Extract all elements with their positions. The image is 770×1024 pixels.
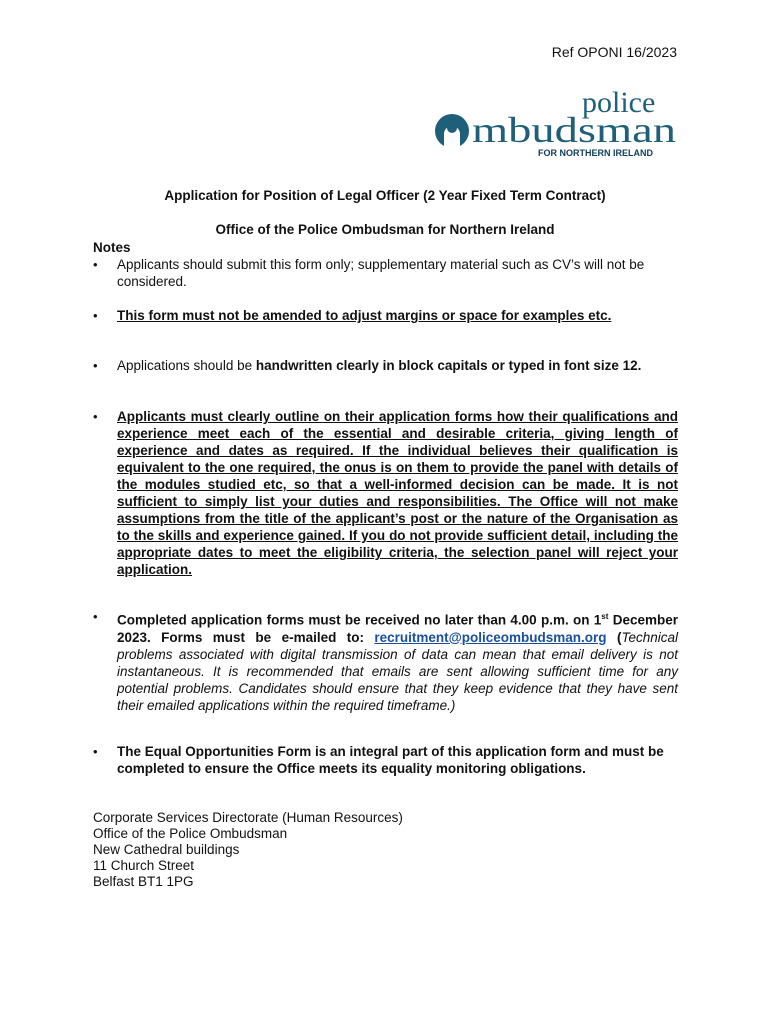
bullet-icon: • [93, 744, 98, 759]
note-item-2 [93, 307, 678, 324]
note-text: The Equal Opportunities Form is an integral part of this application form and must be completed to ensure the Office meets its equality monitoring obligations. [117, 744, 664, 776]
address-line: 11 Church Street [93, 858, 195, 873]
address-line: New Cathedral buildings [93, 842, 240, 857]
note-item-4 [93, 408, 678, 578]
deadline-sup: st [601, 612, 609, 621]
technical-note: Technical problems associated with digital transmission of data can mean that email delivery is not instantaneous. It is recommended that emails are sent allowing sufficient time for any potential problems. Candidates should ensure that they keep evidence that they have sent their emailed applications within the required timeframe.) [117, 629, 678, 713]
address-line: Belfast BT1 1PG [93, 874, 194, 889]
note-text: Applicants should submit this form only; supplementary material such as CV’s will not be considered. [117, 257, 645, 289]
note-text [117, 357, 678, 374]
note-item-3 [93, 357, 678, 374]
logo-text-police: police [582, 86, 656, 119]
bullet-icon: • [93, 409, 98, 424]
note-text-normal: Applications should be [117, 358, 256, 373]
note-item-1 [93, 256, 678, 290]
bullet-icon: • [93, 257, 98, 272]
logo-o-emblem-icon [435, 114, 469, 148]
postal-address [93, 810, 403, 890]
police-ombudsman-logo [432, 86, 680, 158]
note-item-5 [93, 608, 678, 714]
organisation-title: Office of the Police Ombudsman for Northern Ireland [215, 222, 555, 237]
bullet-icon: • [93, 609, 98, 624]
note-item-6 [93, 743, 678, 777]
reference-number: Ref OPONI 16/2023 [551, 44, 677, 60]
note-text: This form must not be amended to adjust margins or space for examples etc. [117, 308, 612, 323]
note-text: Applicants must clearly outline on their application forms how their qualifications and experience meet each of the essential and desirable criteria, giving length of experience and dates as required. If the individual believes their qualification is equivalent to the one required, the onus is on them to provide the panel with details of the modules studied etc, so that a well-informed decision can be made. It is not sufficient to simply list your duties and responsibilities. The Office will not make assumptions from the title of the applicant’s post or the nature of the Organisation as to the skills and experience gained. If you do not provide sufficient detail, including the appropriate dates to meet the eligibility criteria, the selection panel will reject your application. [117, 409, 678, 577]
note-text [117, 608, 678, 714]
logo-text-ombudsman: mbudsman [472, 110, 676, 150]
paren-open: ( [616, 629, 622, 645]
form-title: Application for Position of Legal Officer (2 Year Fixed Term Contract) [164, 188, 606, 203]
note-text-bold: handwritten clearly in block capitals or typed in font size 12. [255, 358, 642, 373]
logo-text-region: FOR NORTHERN IRELAND [538, 148, 653, 158]
address-line: Office of the Police Ombudsman [93, 826, 288, 841]
recruitment-email-link[interactable]: recruitment@policeombudsman.org [374, 629, 607, 645]
address-line: Corporate Services Directorate (Human Resources) [93, 810, 403, 825]
deadline-text: Completed application forms must be received no later than 4.00 p.m. on 1 [117, 612, 602, 628]
deadline-text-2: December 2023. Forms must be e-mailed to: [117, 612, 678, 645]
notes-heading: Notes [93, 240, 131, 255]
bullet-icon: • [93, 308, 98, 323]
bullet-icon: • [93, 358, 98, 373]
